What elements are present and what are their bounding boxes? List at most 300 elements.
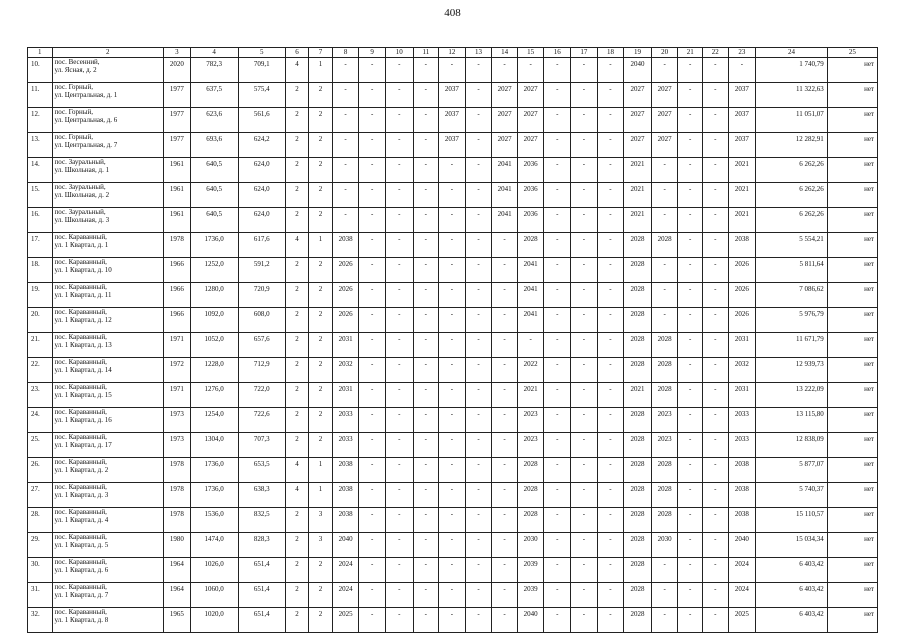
table-cell: 2028 xyxy=(651,508,678,533)
table-cell: - xyxy=(359,383,386,408)
table-cell: - xyxy=(413,58,439,83)
address-settlement: пос. Караванный, xyxy=(54,258,107,266)
address-cell xyxy=(52,358,163,383)
table-cell: - xyxy=(465,383,492,408)
table-cell: 2028 xyxy=(651,458,678,483)
table-cell: 11 322,63 xyxy=(756,83,828,108)
table-cell: - xyxy=(439,158,466,183)
table-cell: - xyxy=(413,108,439,133)
table-cell: нет xyxy=(827,333,877,358)
table-cell: - xyxy=(465,133,492,158)
table-cell: - xyxy=(597,583,624,608)
table-cell: 1280,0 xyxy=(190,283,238,308)
address-settlement: пос. Горный, xyxy=(54,83,93,91)
table-cell: - xyxy=(571,508,598,533)
table-cell: - xyxy=(385,108,413,133)
table-cell: - xyxy=(413,608,439,633)
table-cell: 591,2 xyxy=(238,258,285,283)
table-cell: 2 xyxy=(285,433,309,458)
table-cell: - xyxy=(703,483,729,508)
table-cell: 782,3 xyxy=(190,58,238,83)
table-cell: 2 xyxy=(285,183,309,208)
row-number: 29. xyxy=(28,533,53,558)
table-cell: 1972 xyxy=(164,358,191,383)
address-cell xyxy=(52,383,163,408)
column-number: 3 xyxy=(164,48,191,58)
table-cell: - xyxy=(492,58,518,83)
row-number: 26. xyxy=(28,458,53,483)
table-row xyxy=(28,83,878,108)
table-cell: 2040 xyxy=(728,533,756,558)
table-cell: 2028 xyxy=(624,533,652,558)
table-cell: 1964 xyxy=(164,583,191,608)
table-cell: 640,5 xyxy=(190,183,238,208)
table-cell: 2038 xyxy=(728,458,756,483)
address-cell xyxy=(52,483,163,508)
table-cell: 2028 xyxy=(517,233,544,258)
column-number: 5 xyxy=(238,48,285,58)
table-cell: - xyxy=(597,508,624,533)
table-row xyxy=(28,108,878,133)
column-number: 13 xyxy=(465,48,492,58)
address-settlement: пос. Зауральный, xyxy=(54,183,106,191)
table-cell: 2021 xyxy=(624,208,652,233)
table-cell: 2 xyxy=(309,383,333,408)
table-cell: - xyxy=(703,83,729,108)
table-cell: 1966 xyxy=(164,283,191,308)
table-cell: - xyxy=(413,158,439,183)
table-row xyxy=(28,458,878,483)
address-settlement: пос. Зауральный, xyxy=(54,158,106,166)
table-cell: - xyxy=(413,133,439,158)
address-street: ул. Ясная, д. 2 xyxy=(54,66,97,74)
table-cell: 651,4 xyxy=(238,558,285,583)
table-cell: - xyxy=(413,408,439,433)
table-cell: - xyxy=(359,508,386,533)
table-cell: - xyxy=(703,158,729,183)
table-cell: 2 xyxy=(285,533,309,558)
table-cell: - xyxy=(359,533,386,558)
table-cell: 2031 xyxy=(728,383,756,408)
table-row xyxy=(28,533,878,558)
table-cell: - xyxy=(678,383,703,408)
table-cell: нет xyxy=(827,133,877,158)
table-cell: 657,6 xyxy=(238,333,285,358)
table-cell: - xyxy=(651,608,678,633)
table-cell: - xyxy=(465,583,492,608)
table-cell: 1254,0 xyxy=(190,408,238,433)
table-cell: 2024 xyxy=(728,558,756,583)
table-cell: - xyxy=(703,58,729,83)
table-cell: 1474,0 xyxy=(190,533,238,558)
table-cell: - xyxy=(413,308,439,333)
table-cell: - xyxy=(544,358,571,383)
table-cell: 5 554,21 xyxy=(756,233,828,258)
table-cell: 1961 xyxy=(164,183,191,208)
table-cell: - xyxy=(571,458,598,483)
table-cell: - xyxy=(597,458,624,483)
column-number: 6 xyxy=(285,48,309,58)
table-cell: 2 xyxy=(309,258,333,283)
table-cell: - xyxy=(651,183,678,208)
table-cell: 2023 xyxy=(651,433,678,458)
address-street: ул. Школьная, д. 1 xyxy=(54,166,110,174)
table-cell: 623,6 xyxy=(190,108,238,133)
table-cell: 2026 xyxy=(728,258,756,283)
table-cell: - xyxy=(439,558,466,583)
table-cell: - xyxy=(492,408,518,433)
table-cell: 1 xyxy=(309,483,333,508)
table-cell: 720,9 xyxy=(238,283,285,308)
table-cell: - xyxy=(544,258,571,283)
table-cell: - xyxy=(597,383,624,408)
table-cell: 2040 xyxy=(624,58,652,83)
column-number: 24 xyxy=(756,48,828,58)
table-cell: 2 xyxy=(285,358,309,383)
table-cell: 1 740,79 xyxy=(756,58,828,83)
table-cell: 1736,0 xyxy=(190,483,238,508)
table-cell: 1965 xyxy=(164,608,191,633)
column-number: 7 xyxy=(309,48,333,58)
table-cell: 2041 xyxy=(517,258,544,283)
table-cell: 707,3 xyxy=(238,433,285,458)
table-cell: 2036 xyxy=(517,158,544,183)
table-cell: 2028 xyxy=(624,358,652,383)
column-number: 25 xyxy=(827,48,877,58)
table-cell: 624,0 xyxy=(238,158,285,183)
table-cell: - xyxy=(359,408,386,433)
table-cell: - xyxy=(385,558,413,583)
table-cell: - xyxy=(439,333,466,358)
column-number: 14 xyxy=(492,48,518,58)
table-cell: нет xyxy=(827,483,877,508)
table-cell: 11 671,79 xyxy=(756,333,828,358)
table-row xyxy=(28,283,878,308)
table-cell: - xyxy=(465,608,492,633)
table-cell: - xyxy=(703,558,729,583)
table-cell: 2027 xyxy=(492,108,518,133)
table-cell: 2028 xyxy=(624,483,652,508)
address-cell xyxy=(52,233,163,258)
table-cell: 1978 xyxy=(164,458,191,483)
row-number: 18. xyxy=(28,258,53,283)
table-cell: - xyxy=(413,483,439,508)
table-cell: - xyxy=(544,133,571,158)
table-cell: 2040 xyxy=(332,533,359,558)
table-cell: - xyxy=(571,183,598,208)
address-cell xyxy=(52,333,163,358)
table-cell: 624,2 xyxy=(238,133,285,158)
table-cell: 5 976,79 xyxy=(756,308,828,333)
table-cell: 12 282,91 xyxy=(756,133,828,158)
table-cell: - xyxy=(571,133,598,158)
table-cell: - xyxy=(703,258,729,283)
table-cell: 2038 xyxy=(332,483,359,508)
table-cell: - xyxy=(597,108,624,133)
row-number: 10. xyxy=(28,58,53,83)
table-row xyxy=(28,133,878,158)
table-cell: - xyxy=(597,58,624,83)
table-cell: - xyxy=(651,258,678,283)
row-number: 24. xyxy=(28,408,53,433)
table-cell: - xyxy=(703,383,729,408)
table-cell: 2 xyxy=(309,183,333,208)
table-cell: нет xyxy=(827,183,877,208)
table-cell: - xyxy=(413,433,439,458)
table-cell: 638,3 xyxy=(238,483,285,508)
row-number: 13. xyxy=(28,133,53,158)
table-cell: - xyxy=(597,83,624,108)
table-row xyxy=(28,408,878,433)
table-cell: - xyxy=(703,333,729,358)
table-row xyxy=(28,208,878,233)
table-cell: 2 xyxy=(285,583,309,608)
table-cell: 2028 xyxy=(624,608,652,633)
table-cell: - xyxy=(703,508,729,533)
table-cell: 2 xyxy=(285,408,309,433)
table-cell: - xyxy=(385,233,413,258)
table-cell: 624,0 xyxy=(238,183,285,208)
table-cell: 2 xyxy=(309,408,333,433)
address-settlement: пос. Караванный, xyxy=(54,433,107,441)
table-cell: - xyxy=(597,133,624,158)
table-cell: - xyxy=(332,208,359,233)
table-cell: - xyxy=(678,258,703,283)
table-cell: - xyxy=(332,183,359,208)
table-cell: 693,6 xyxy=(190,133,238,158)
table-cell: 2 xyxy=(285,208,309,233)
table-cell: 2 xyxy=(285,333,309,358)
address-cell xyxy=(52,133,163,158)
table-cell: - xyxy=(651,583,678,608)
table-cell: - xyxy=(385,283,413,308)
table-cell: 2037 xyxy=(728,108,756,133)
table-cell: 2 xyxy=(285,258,309,283)
address-cell xyxy=(52,558,163,583)
table-cell: 2 xyxy=(309,358,333,383)
table-cell: - xyxy=(651,308,678,333)
table-cell: 2 xyxy=(285,283,309,308)
address-cell xyxy=(52,183,163,208)
table-cell: - xyxy=(465,58,492,83)
table-cell: - xyxy=(492,433,518,458)
table-cell: - xyxy=(703,108,729,133)
table-cell: 2027 xyxy=(651,108,678,133)
table-cell: - xyxy=(571,283,598,308)
table-cell: 2023 xyxy=(517,408,544,433)
row-number: 31. xyxy=(28,583,53,608)
table-cell: - xyxy=(571,433,598,458)
table-cell: - xyxy=(359,333,386,358)
table-cell: 2028 xyxy=(624,508,652,533)
table-cell: - xyxy=(385,608,413,633)
table-cell: 2038 xyxy=(332,233,359,258)
address-street: ул. 1 Квартал, д. 12 xyxy=(54,316,112,324)
table-cell: 2 xyxy=(309,83,333,108)
table-cell: - xyxy=(465,158,492,183)
table-cell: - xyxy=(492,458,518,483)
table-cell: - xyxy=(597,208,624,233)
table-cell: - xyxy=(597,533,624,558)
table-cell: 2041 xyxy=(492,208,518,233)
table-cell: 2026 xyxy=(332,283,359,308)
table-cell: - xyxy=(571,358,598,383)
table-cell: - xyxy=(544,608,571,633)
table-cell: - xyxy=(492,533,518,558)
table-cell: 637,5 xyxy=(190,83,238,108)
table-cell: 2 xyxy=(285,308,309,333)
table-cell: 1736,0 xyxy=(190,233,238,258)
table-cell: - xyxy=(571,608,598,633)
table-cell: - xyxy=(413,208,439,233)
table-cell: 2023 xyxy=(651,408,678,433)
table-cell: 2022 xyxy=(517,358,544,383)
address-settlement: пос. Караванный, xyxy=(54,608,107,616)
table-cell: - xyxy=(703,433,729,458)
table-cell: 2027 xyxy=(492,133,518,158)
table-cell: нет xyxy=(827,83,877,108)
table-row xyxy=(28,358,878,383)
address-cell xyxy=(52,458,163,483)
table-cell: 2031 xyxy=(728,333,756,358)
table-cell: - xyxy=(413,283,439,308)
table-cell: 5 877,07 xyxy=(756,458,828,483)
address-street: ул. Центральная, д. 6 xyxy=(54,116,118,124)
table-cell: - xyxy=(465,108,492,133)
table-cell: 1961 xyxy=(164,158,191,183)
table-cell: - xyxy=(678,183,703,208)
table-cell: 2021 xyxy=(624,383,652,408)
table-cell: 2032 xyxy=(728,358,756,383)
table-cell: - xyxy=(439,58,466,83)
table-cell: 2036 xyxy=(517,208,544,233)
table-cell: - xyxy=(703,458,729,483)
table-row xyxy=(28,183,878,208)
column-number: 23 xyxy=(728,48,756,58)
table-cell: - xyxy=(703,408,729,433)
table-cell: 1 xyxy=(309,233,333,258)
table-cell: - xyxy=(465,258,492,283)
table-cell: 2024 xyxy=(332,583,359,608)
table-cell: - xyxy=(651,58,678,83)
table-row xyxy=(28,233,878,258)
table-cell: - xyxy=(465,458,492,483)
address-settlement: пос. Караванный, xyxy=(54,283,107,291)
table-cell: 3 xyxy=(309,533,333,558)
row-number: 12. xyxy=(28,108,53,133)
table-cell: 2021 xyxy=(517,383,544,408)
table-cell: нет xyxy=(827,458,877,483)
table-row xyxy=(28,383,878,408)
table-cell: - xyxy=(703,233,729,258)
page-number: 408 xyxy=(444,7,461,19)
table-row xyxy=(28,333,878,358)
table-cell: 2 xyxy=(285,108,309,133)
table-cell: - xyxy=(597,258,624,283)
table-cell: - xyxy=(678,283,703,308)
table-cell: - xyxy=(439,433,466,458)
table-cell: - xyxy=(678,558,703,583)
table-cell: 1978 xyxy=(164,233,191,258)
table-cell: - xyxy=(385,333,413,358)
table-cell: 2021 xyxy=(624,183,652,208)
table-cell: 2028 xyxy=(517,508,544,533)
table-cell: 608,0 xyxy=(238,308,285,333)
row-number: 32. xyxy=(28,608,53,633)
row-number: 21. xyxy=(28,333,53,358)
table-cell: 2037 xyxy=(728,133,756,158)
table-cell: нет xyxy=(827,508,877,533)
table-cell: 2 xyxy=(285,383,309,408)
table-cell: - xyxy=(413,358,439,383)
table-cell: - xyxy=(678,433,703,458)
table-cell: - xyxy=(678,533,703,558)
table-cell: 2 xyxy=(285,158,309,183)
table-cell: 722,6 xyxy=(238,408,285,433)
address-settlement: пос. Караванный, xyxy=(54,583,107,591)
table-cell: 1977 xyxy=(164,108,191,133)
column-number: 10 xyxy=(385,48,413,58)
table-cell: - xyxy=(571,558,598,583)
address-cell xyxy=(52,208,163,233)
table-cell: - xyxy=(439,608,466,633)
table-cell: - xyxy=(544,583,571,608)
table-cell: 2039 xyxy=(517,558,544,583)
address-street: ул. 1 Квартал, д. 11 xyxy=(54,291,112,299)
table-cell: 624,0 xyxy=(238,208,285,233)
table-cell: 2039 xyxy=(517,583,544,608)
table-cell: 6 262,26 xyxy=(756,158,828,183)
table-cell: - xyxy=(439,258,466,283)
table-cell: - xyxy=(359,83,386,108)
address-street: ул. 1 Квартал, д. 16 xyxy=(54,416,112,424)
table-cell: - xyxy=(597,408,624,433)
table-cell: 2028 xyxy=(624,283,652,308)
table-cell: 1026,0 xyxy=(190,558,238,583)
table-cell: - xyxy=(413,583,439,608)
table-cell: - xyxy=(385,183,413,208)
table-cell: - xyxy=(359,233,386,258)
table-cell: 1961 xyxy=(164,208,191,233)
table-cell: - xyxy=(439,308,466,333)
table-cell: - xyxy=(678,308,703,333)
table-cell: 2041 xyxy=(492,183,518,208)
table-cell: 2027 xyxy=(624,133,652,158)
table-cell: - xyxy=(544,83,571,108)
table-cell: - xyxy=(332,158,359,183)
table-cell: 2 xyxy=(309,333,333,358)
row-number: 17. xyxy=(28,233,53,258)
table-cell: - xyxy=(439,408,466,433)
table-cell: 2037 xyxy=(728,83,756,108)
table-cell: - xyxy=(492,483,518,508)
column-number: 11 xyxy=(413,48,439,58)
table-cell: - xyxy=(678,83,703,108)
table-cell: - xyxy=(651,283,678,308)
table-cell: - xyxy=(544,283,571,308)
table-cell: - xyxy=(703,583,729,608)
table-cell: 2038 xyxy=(728,233,756,258)
table-cell: 2023 xyxy=(517,433,544,458)
table-cell: 653,5 xyxy=(238,458,285,483)
table-cell: - xyxy=(359,58,386,83)
table-cell: - xyxy=(359,158,386,183)
table-cell: 2028 xyxy=(651,383,678,408)
table-cell: - xyxy=(678,158,703,183)
address-cell xyxy=(52,608,163,633)
table-row xyxy=(28,58,878,83)
table-cell: - xyxy=(571,408,598,433)
